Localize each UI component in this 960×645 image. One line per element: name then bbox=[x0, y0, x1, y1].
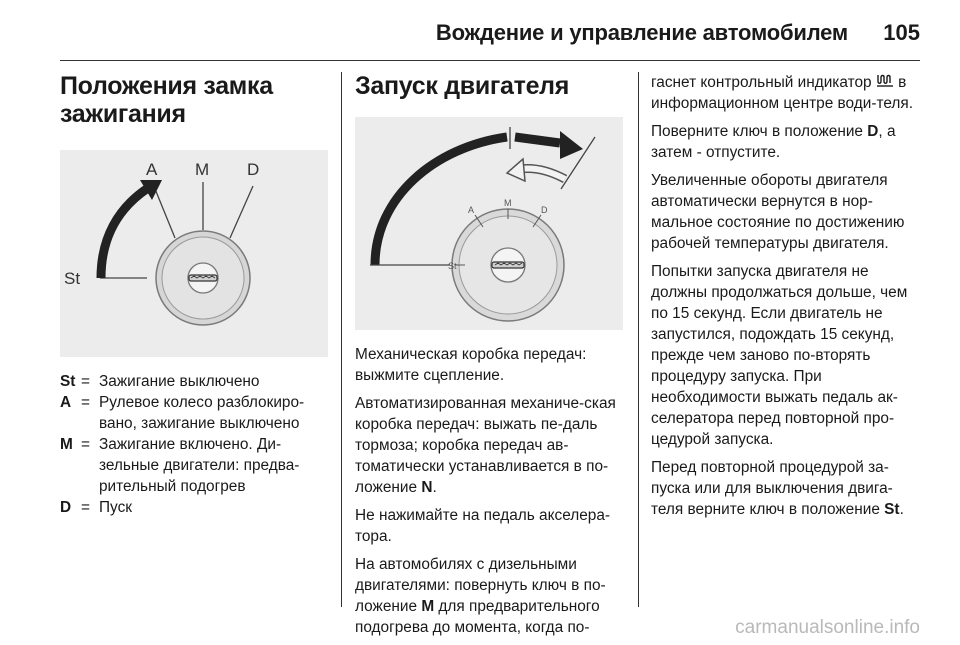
page-number: 105 bbox=[883, 20, 920, 45]
label-a: A bbox=[146, 160, 158, 179]
column-divider bbox=[341, 72, 342, 607]
positions-legend bbox=[60, 371, 328, 518]
running-header: Вождение и управление автомобилем bbox=[435, 20, 848, 45]
watermark: carmanualsonline.info bbox=[735, 617, 920, 638]
paragraph: Механическая коробка передач: выжмите сцепление. bbox=[355, 346, 587, 384]
engine-start-figure bbox=[355, 117, 623, 330]
paragraph: Не нажимайте на педаль акселера-тора. bbox=[355, 507, 611, 545]
legend-row bbox=[60, 434, 328, 497]
paragraph bbox=[355, 554, 627, 638]
key-position-m: M bbox=[421, 598, 435, 615]
paragraph-text: для предварительного подогрева до момента, когда по- bbox=[355, 598, 600, 636]
label-m: M bbox=[195, 160, 210, 179]
section-heading-ignition: Положения замка зажигания bbox=[60, 72, 273, 128]
paragraph-text: Автоматизированная механиче-ская коробка передач: выжать пе-даль тормоза; коробка передач ав-томатически устанавливается в по-ложение bbox=[355, 395, 616, 496]
glow-plug-icon bbox=[876, 74, 894, 88]
paragraph bbox=[651, 121, 923, 163]
paragraph: Увеличенные обороты двигателя автоматически вернутся в нор-мальное состояние по достижению рабочей температуры двигателя. bbox=[651, 172, 905, 252]
label-m: M bbox=[504, 198, 512, 208]
legend-description: Зажигание включено. Ди-зельные двигатели: предва-рительный подогрев bbox=[99, 436, 300, 495]
paragraph-text: На автомобилях с дизельными двигателями: повернуть ключ в по-ложение bbox=[355, 556, 606, 615]
legend-equals: = bbox=[81, 394, 90, 411]
legend-row bbox=[60, 392, 328, 434]
section-heading-engine-start: Запуск двигателя bbox=[355, 72, 570, 100]
legend-equals: = bbox=[81, 373, 90, 390]
paragraph-text: Поверните ключ в положение bbox=[651, 123, 868, 140]
left-column bbox=[60, 72, 328, 518]
right-column bbox=[651, 72, 923, 527]
label-st: St bbox=[448, 261, 457, 271]
paragraph-text: Перед повторной процедурой за-пуска или для выключения двига-теля верните ключ в положение bbox=[651, 459, 893, 518]
gear-position-n: N bbox=[421, 479, 433, 496]
header-rule bbox=[60, 60, 920, 61]
legend-description: Пуск bbox=[99, 499, 133, 516]
label-a: A bbox=[468, 205, 475, 215]
label-st: St bbox=[64, 269, 81, 288]
paragraph-text: , а затем - отпустите. bbox=[651, 123, 896, 161]
paragraph bbox=[651, 457, 923, 520]
paragraph: Попытки запуска двигателя не должны продолжаться дольше, чем по 15 секунд. Если двигатель не запустился, подождать 15 секунд, прежде чем заново по-вторять процедуру запуска. При необходимости выжать педаль ак-селератора перед повторной про-цедурой запуска. bbox=[651, 263, 908, 448]
key-turn-illustration bbox=[355, 117, 623, 330]
key-position-st: St bbox=[884, 501, 900, 518]
legend-description: Рулевое колесо разблокиро-вано, зажигание выключено bbox=[99, 394, 305, 432]
paragraph-text: . bbox=[432, 479, 437, 496]
ignition-positions-figure bbox=[60, 150, 328, 357]
label-d: D bbox=[247, 160, 260, 179]
legend-row bbox=[60, 371, 328, 392]
legend-equals: = bbox=[81, 499, 90, 516]
legend-equals: = bbox=[81, 436, 90, 453]
paragraph-text: в информационном центре води-теля. bbox=[651, 74, 913, 112]
legend-description: Зажигание выключено bbox=[99, 373, 260, 390]
legend-row bbox=[60, 497, 328, 518]
middle-column bbox=[355, 72, 627, 645]
paragraph bbox=[355, 393, 627, 498]
legend-term: St bbox=[60, 373, 76, 390]
label-d: D bbox=[541, 205, 548, 215]
ignition-lock-illustration bbox=[60, 150, 328, 357]
paragraph bbox=[651, 72, 923, 114]
column-divider bbox=[638, 72, 639, 607]
key-position-d: D bbox=[867, 123, 879, 140]
paragraph-text: . bbox=[899, 501, 904, 518]
legend-term: M bbox=[60, 436, 73, 453]
legend-term: D bbox=[60, 499, 72, 516]
paragraph-text: гаснет контрольный индикатор bbox=[651, 74, 876, 91]
legend-term: A bbox=[60, 394, 72, 411]
